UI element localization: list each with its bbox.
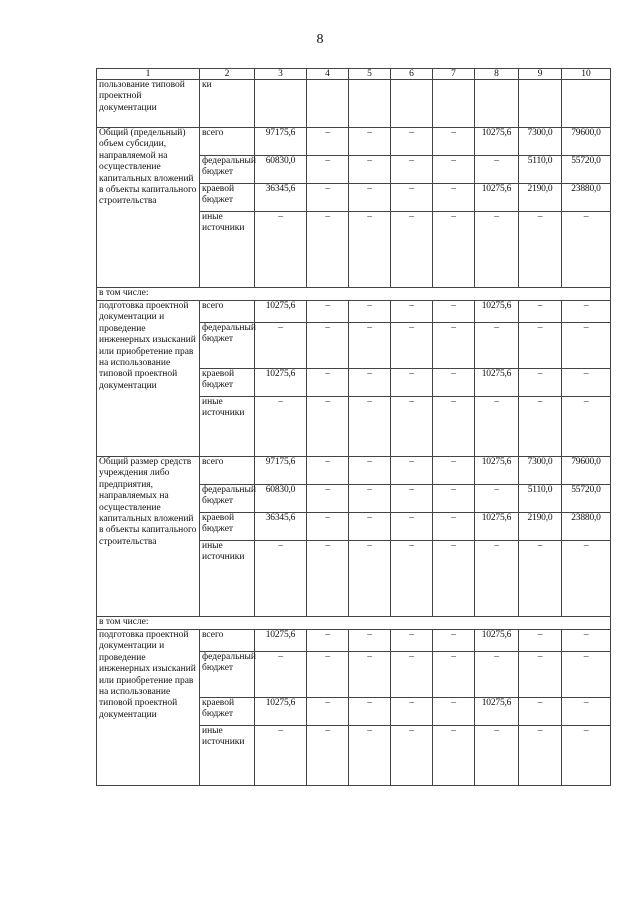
value-cell: – bbox=[562, 212, 611, 288]
value-cell: 36345,6 bbox=[255, 513, 307, 541]
value-cell: 10275,6 bbox=[475, 630, 519, 652]
value-cell: – bbox=[307, 485, 349, 513]
value-cell: – bbox=[519, 323, 562, 369]
value-cell: – bbox=[433, 726, 475, 786]
value-cell: 36345,6 bbox=[255, 184, 307, 212]
value-cell: 79600,0 bbox=[562, 128, 611, 156]
table-body bbox=[97, 69, 611, 786]
column-number-row bbox=[97, 69, 611, 80]
source-label: федеральный бюджет bbox=[200, 156, 255, 184]
source-label: иные источники bbox=[200, 397, 255, 457]
value-cell: – bbox=[349, 698, 391, 726]
value-cell: – bbox=[307, 184, 349, 212]
value-cell: – bbox=[255, 541, 307, 617]
value-cell: – bbox=[433, 397, 475, 457]
value-cell: 10275,6 bbox=[475, 301, 519, 323]
empty-cell bbox=[475, 80, 519, 128]
value-cell: – bbox=[433, 128, 475, 156]
value-cell: – bbox=[562, 323, 611, 369]
value-cell: 97175,6 bbox=[255, 128, 307, 156]
source-label: иные источники bbox=[200, 212, 255, 288]
value-cell: – bbox=[562, 630, 611, 652]
value-cell: – bbox=[433, 698, 475, 726]
value-cell: – bbox=[562, 726, 611, 786]
value-cell: – bbox=[307, 541, 349, 617]
column-header: 3 bbox=[255, 69, 307, 80]
column-header: 1 bbox=[97, 69, 200, 80]
value-cell: 10275,6 bbox=[475, 457, 519, 485]
value-cell: 2190,0 bbox=[519, 513, 562, 541]
source-label: краевой бюджет bbox=[200, 369, 255, 397]
value-cell: – bbox=[349, 369, 391, 397]
value-cell: – bbox=[349, 184, 391, 212]
value-cell: – bbox=[255, 323, 307, 369]
value-cell: 10275,6 bbox=[475, 698, 519, 726]
value-cell: – bbox=[475, 485, 519, 513]
value-cell: – bbox=[391, 457, 433, 485]
source-label: ки bbox=[200, 80, 255, 128]
value-cell: – bbox=[349, 513, 391, 541]
value-cell: – bbox=[519, 301, 562, 323]
value-cell: 23880,0 bbox=[562, 513, 611, 541]
value-cell: – bbox=[391, 698, 433, 726]
value-cell: – bbox=[307, 630, 349, 652]
value-cell: – bbox=[391, 128, 433, 156]
value-cell: – bbox=[307, 457, 349, 485]
value-cell: – bbox=[562, 541, 611, 617]
value-cell: 7300,0 bbox=[519, 128, 562, 156]
value-cell: – bbox=[562, 698, 611, 726]
value-cell: – bbox=[255, 212, 307, 288]
value-cell: – bbox=[349, 212, 391, 288]
row-label: подготовка проектной документации и проведение инженерных изысканий или приобретение прав на использование типовой проектной документации bbox=[97, 301, 200, 457]
source-label: всего bbox=[200, 457, 255, 485]
page-number: 8 bbox=[316, 32, 324, 47]
value-cell: 10275,6 bbox=[475, 369, 519, 397]
value-cell: – bbox=[519, 397, 562, 457]
column-header: 8 bbox=[475, 69, 519, 80]
value-cell: – bbox=[475, 397, 519, 457]
value-cell: – bbox=[307, 698, 349, 726]
value-cell: 10275,6 bbox=[475, 128, 519, 156]
value-cell: – bbox=[433, 541, 475, 617]
value-cell: – bbox=[255, 652, 307, 698]
column-header: 9 bbox=[519, 69, 562, 80]
value-cell: – bbox=[433, 184, 475, 212]
source-label: иные источники bbox=[200, 726, 255, 786]
value-cell: – bbox=[433, 369, 475, 397]
value-cell: – bbox=[433, 457, 475, 485]
value-cell: 55720,0 bbox=[562, 485, 611, 513]
value-cell: – bbox=[307, 156, 349, 184]
value-cell: – bbox=[519, 541, 562, 617]
value-cell: – bbox=[519, 630, 562, 652]
column-header: 2 bbox=[200, 69, 255, 80]
value-cell: 10275,6 bbox=[475, 513, 519, 541]
value-cell: 10275,6 bbox=[255, 369, 307, 397]
row-label: Общий размер средств учреждения либо предприятия, направляемых на осуществление капитальных вложений в объекты капитального строительства bbox=[97, 457, 200, 617]
value-cell: – bbox=[391, 726, 433, 786]
value-cell: – bbox=[519, 369, 562, 397]
value-cell: – bbox=[433, 301, 475, 323]
value-cell: – bbox=[391, 485, 433, 513]
value-cell: – bbox=[391, 513, 433, 541]
value-cell: 10275,6 bbox=[475, 184, 519, 212]
empty-cell bbox=[255, 80, 307, 128]
value-cell: – bbox=[433, 212, 475, 288]
value-cell: 7300,0 bbox=[519, 457, 562, 485]
value-cell: – bbox=[391, 184, 433, 212]
value-cell: – bbox=[349, 128, 391, 156]
column-header: 6 bbox=[391, 69, 433, 80]
value-cell: 10275,6 bbox=[255, 630, 307, 652]
source-label: всего bbox=[200, 128, 255, 156]
value-cell: – bbox=[433, 513, 475, 541]
column-header: 5 bbox=[349, 69, 391, 80]
empty-cell bbox=[391, 80, 433, 128]
value-cell: 10275,6 bbox=[255, 698, 307, 726]
value-cell: – bbox=[307, 323, 349, 369]
value-cell: – bbox=[349, 457, 391, 485]
value-cell: – bbox=[307, 301, 349, 323]
value-cell: – bbox=[349, 630, 391, 652]
value-cell: 5110,0 bbox=[519, 485, 562, 513]
value-cell: – bbox=[562, 397, 611, 457]
value-cell: – bbox=[255, 397, 307, 457]
value-cell: – bbox=[349, 652, 391, 698]
value-cell: – bbox=[349, 323, 391, 369]
value-cell: – bbox=[391, 323, 433, 369]
column-header: 10 bbox=[562, 69, 611, 80]
value-cell: – bbox=[391, 630, 433, 652]
value-cell: – bbox=[433, 323, 475, 369]
financing-table bbox=[96, 68, 611, 786]
value-cell: – bbox=[519, 698, 562, 726]
value-cell: 55720,0 bbox=[562, 156, 611, 184]
section-separator: в том числе: bbox=[97, 617, 611, 630]
value-cell: – bbox=[475, 156, 519, 184]
value-cell: – bbox=[307, 726, 349, 786]
value-cell: – bbox=[391, 369, 433, 397]
value-cell: 79600,0 bbox=[562, 457, 611, 485]
value-cell: – bbox=[349, 156, 391, 184]
section-separator-row bbox=[97, 617, 611, 630]
source-label: краевой бюджет bbox=[200, 513, 255, 541]
value-cell: – bbox=[433, 652, 475, 698]
column-header: 7 bbox=[433, 69, 475, 80]
value-cell: – bbox=[391, 301, 433, 323]
table-row bbox=[97, 301, 611, 323]
value-cell: – bbox=[433, 156, 475, 184]
value-cell: – bbox=[475, 323, 519, 369]
source-label: федеральный бюджет bbox=[200, 323, 255, 369]
empty-cell bbox=[349, 80, 391, 128]
source-label: федеральный бюджет bbox=[200, 485, 255, 513]
value-cell: – bbox=[433, 630, 475, 652]
empty-cell bbox=[519, 80, 562, 128]
value-cell: 2190,0 bbox=[519, 184, 562, 212]
value-cell: – bbox=[349, 301, 391, 323]
empty-cell bbox=[307, 80, 349, 128]
table-row bbox=[97, 630, 611, 652]
value-cell: – bbox=[307, 369, 349, 397]
value-cell: – bbox=[307, 128, 349, 156]
source-label: всего bbox=[200, 630, 255, 652]
value-cell: – bbox=[475, 541, 519, 617]
source-label: краевой бюджет bbox=[200, 184, 255, 212]
value-cell: – bbox=[391, 212, 433, 288]
value-cell: – bbox=[349, 541, 391, 617]
value-cell: – bbox=[562, 369, 611, 397]
value-cell: – bbox=[307, 513, 349, 541]
value-cell: – bbox=[519, 726, 562, 786]
value-cell: – bbox=[307, 397, 349, 457]
row-label: подготовка проектной документации и проведение инженерных изысканий или приобретение прав на использование типовой проектной документации bbox=[97, 630, 200, 786]
value-cell: 5110,0 bbox=[519, 156, 562, 184]
row-label: пользование типовой проектной документации bbox=[97, 80, 200, 128]
table-row bbox=[97, 128, 611, 156]
value-cell: – bbox=[475, 652, 519, 698]
value-cell: – bbox=[349, 726, 391, 786]
value-cell: – bbox=[349, 485, 391, 513]
value-cell: 10275,6 bbox=[255, 301, 307, 323]
source-label: иные источники bbox=[200, 541, 255, 617]
empty-cell bbox=[562, 80, 611, 128]
value-cell: 60830,0 bbox=[255, 485, 307, 513]
empty-cell bbox=[433, 80, 475, 128]
section-separator-row bbox=[97, 288, 611, 301]
column-header: 4 bbox=[307, 69, 349, 80]
value-cell: – bbox=[307, 652, 349, 698]
value-cell: – bbox=[562, 652, 611, 698]
section-separator: в том числе: bbox=[97, 288, 611, 301]
table-row bbox=[97, 457, 611, 485]
value-cell: – bbox=[519, 652, 562, 698]
value-cell: – bbox=[519, 212, 562, 288]
value-cell: – bbox=[475, 212, 519, 288]
value-cell: – bbox=[255, 726, 307, 786]
value-cell: – bbox=[391, 541, 433, 617]
source-label: федеральный бюджет bbox=[200, 652, 255, 698]
value-cell: – bbox=[307, 212, 349, 288]
value-cell: – bbox=[391, 397, 433, 457]
value-cell: – bbox=[562, 301, 611, 323]
continuation-row bbox=[97, 80, 611, 128]
value-cell: – bbox=[433, 485, 475, 513]
value-cell: – bbox=[391, 652, 433, 698]
value-cell: – bbox=[475, 726, 519, 786]
value-cell: – bbox=[349, 397, 391, 457]
source-label: всего bbox=[200, 301, 255, 323]
value-cell: 60830,0 bbox=[255, 156, 307, 184]
value-cell: 23880,0 bbox=[562, 184, 611, 212]
value-cell: 97175,6 bbox=[255, 457, 307, 485]
value-cell: – bbox=[391, 156, 433, 184]
row-label: Общий (предельный) объем субсидии, направляемой на осуществление капитальных вложений в объекты капитального строительства bbox=[97, 128, 200, 288]
source-label: краевой бюджет bbox=[200, 698, 255, 726]
